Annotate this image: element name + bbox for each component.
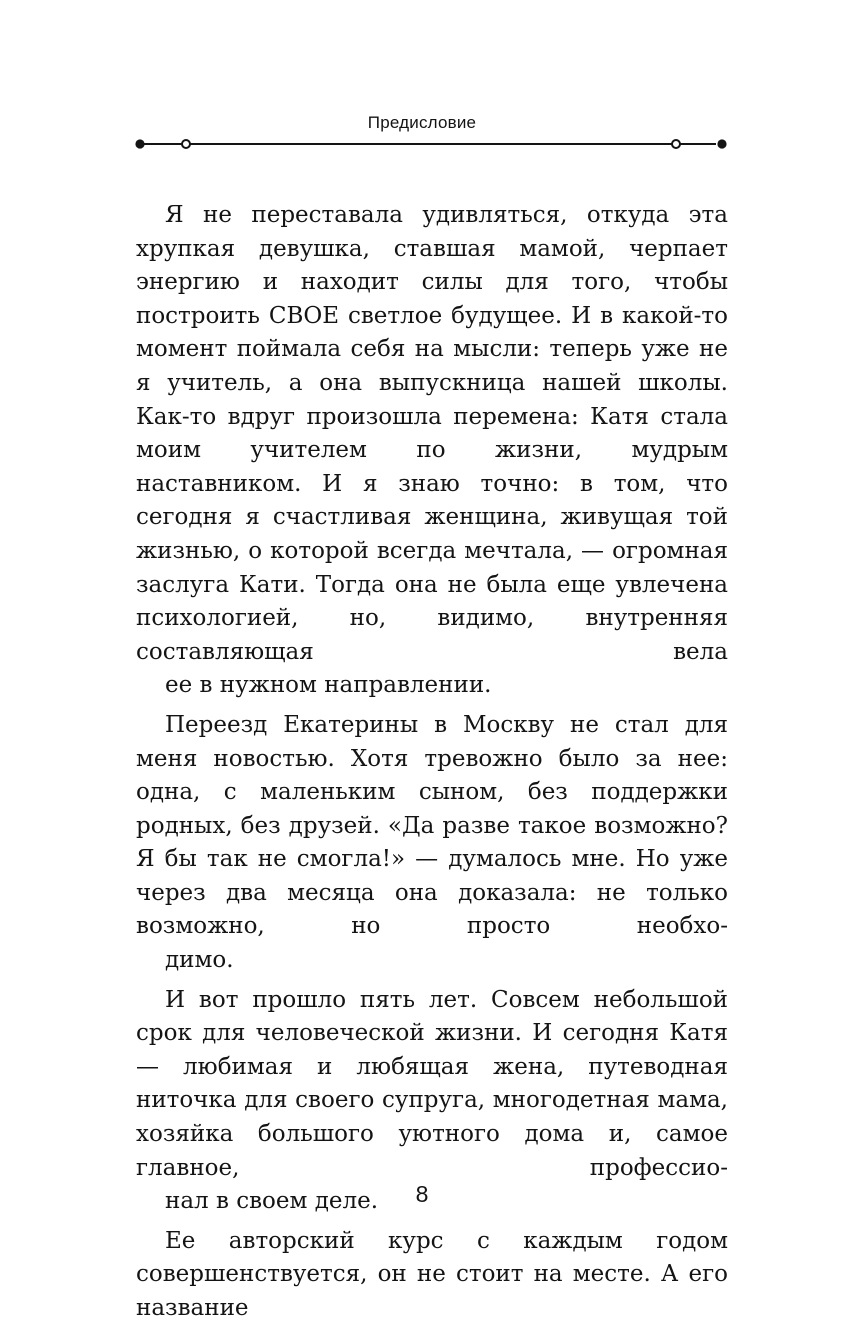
paragraph-4-text: Ее авторский курс с каждым годом совершенствуется, он не стоит на месте. А его название bbox=[136, 1227, 728, 1321]
ornament-dot-left-open bbox=[182, 140, 190, 148]
paragraph-4 bbox=[136, 1225, 728, 1326]
paragraph-3-last-line: нал в своем деле. bbox=[165, 1188, 379, 1215]
paragraph-2-last-line: димо. bbox=[165, 947, 234, 974]
ornament-dot-right-filled bbox=[717, 139, 726, 148]
ornament-dot-right-open bbox=[672, 140, 680, 148]
paragraph-1 bbox=[136, 199, 728, 703]
header-ornament-rule bbox=[128, 136, 728, 152]
paragraph-1-text: Я не переставала удивляться, откуда эта хрупкая девушка, ставшая мамой, черпает энергию и находит силы для того, чтобы построить СВОЕ светлое будущее. И в какой-то момент поймала себя на мысли: теперь уже не я учитель, а она выпускница нашей школы. Как-то вдруг произошла перемена: Катя стала моим учителем по жизни, мудрым наставником. И я знаю точно: в том, что сегодня я счастливая женщина, живущая той жизнью, о которой всегда мечтала, — огромная заслуга Кати. Тогда она не была еще увлечена психологией, но, видимо, внутренняя составляющая вела bbox=[136, 202, 728, 665]
paragraph-2-text: Переезд Екатерины в Москву не стал для меня новостью. Хотя тревожно было за нее: одна, с маленьким сыном, без поддержки родных, без друзей. «Да разве такое возможно? Я бы так не смогла!» — думалось мне. Но уже через два месяца она доказала: не только возможно, но просто необхо- bbox=[136, 711, 728, 940]
paragraph-1-last-line: ее в нужном направлении. bbox=[165, 672, 492, 699]
paragraph-2 bbox=[136, 709, 728, 978]
body-text bbox=[136, 199, 728, 1326]
ornament-dot-left-filled bbox=[135, 139, 144, 148]
paragraph-3-text: И вот прошло пять лет. Совсем небольшой срок для человеческой жизни. И сегодня Катя — любимая и любящая жена, путеводная ниточка для своего супруга, многодетная мама, хозяйка большого уютного дома и, самое главное, профессио- bbox=[136, 986, 728, 1181]
running-head: Предисловие bbox=[367, 113, 477, 132]
page-number: 8 bbox=[415, 1181, 429, 1207]
